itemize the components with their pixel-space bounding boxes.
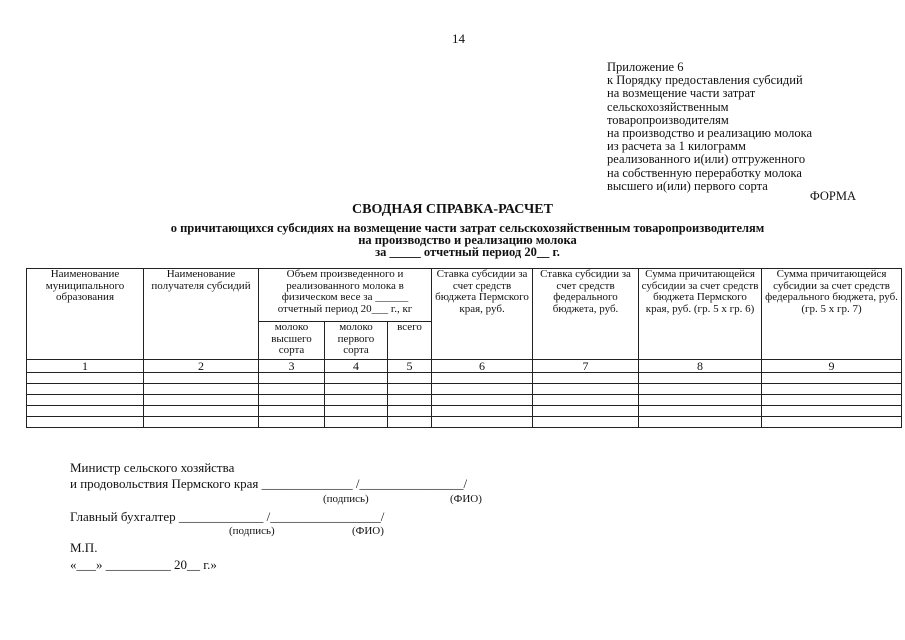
stamp-placeholder: М.П. [70, 540, 98, 555]
column-number: 4 [325, 360, 388, 373]
column-number: 7 [533, 360, 639, 373]
appendix-line: товаропроизводителям [607, 112, 729, 127]
appendix-line: на возмещение части затрат [607, 86, 756, 101]
column-number: 6 [432, 360, 533, 373]
minister-title-line1: Министр сельского хозяйства [70, 460, 235, 475]
table-row [27, 406, 902, 417]
appendix-line: к Порядку предоставления субсидий [607, 73, 803, 88]
appendix-line: на производство и реализацию молока [607, 126, 813, 141]
header-sum-federal: Сумма причитающейся субсидии за счет средств федерального бюджета, руб. (гр. 5 х гр. 7) [762, 269, 902, 360]
table-header-row [27, 269, 902, 322]
header-recipient: Наименование получателя субсидий [144, 269, 259, 360]
calculation-table [26, 268, 902, 428]
page-number: 14 [452, 31, 465, 46]
column-number: 5 [388, 360, 432, 373]
minister-name-caption: (ФИО) [450, 493, 482, 505]
subtitle-line: на производство и реализацию молока [358, 233, 577, 247]
header-sum-regional: Сумма причитающейся субсидии за счет средств бюджета Пермского края, руб. (гр. 5 х гр. 6) [639, 269, 762, 360]
appendix-line: реализованного и(или) отгруженного [607, 152, 806, 167]
minister-signature-caption: (подпись) [323, 493, 369, 505]
table-row [27, 395, 902, 406]
minister-signature-line: и продовольствия Пермского края ______________ /________________/ [70, 476, 468, 491]
column-number: 8 [639, 360, 762, 373]
subheader-first-grade-milk: молоко первого сорта [325, 322, 388, 360]
document-title: СВОДНАЯ СПРАВКА-РАСЧЕТ [352, 202, 553, 217]
column-number-row [27, 360, 902, 373]
accountant-name-caption: (ФИО) [352, 525, 384, 537]
column-number: 3 [259, 360, 325, 373]
date-line: «___» __________ 20__ г.» [70, 557, 217, 572]
column-number: 9 [762, 360, 902, 373]
appendix-line: Приложение 6 [607, 60, 684, 74]
appendix-block [607, 61, 812, 193]
accountant-signature-caption: (подпись) [229, 525, 275, 537]
header-rate-regional: Ставка субсидии за счет средств бюджета Пермского края, руб. [432, 269, 533, 360]
document-subtitle [90, 222, 845, 258]
table-row [27, 417, 902, 428]
appendix-line: сельскохозяйственным [607, 99, 729, 114]
appendix-line: на собственную переработку молока [607, 165, 802, 180]
subtitle-line: о причитающихся субсидиях на возмещение части затрат сельскохозяйственным товаропроизводителям [170, 221, 765, 235]
header-municipality: Наименование муниципального образования [27, 269, 144, 360]
appendix-line: из расчета за 1 килограмм [607, 139, 746, 154]
column-number: 1 [27, 360, 144, 373]
table-row [27, 384, 902, 395]
subtitle-line: за _____ отчетный период 20__ г. [375, 245, 560, 259]
subheader-premium-milk: молоко высшего сорта [259, 322, 325, 360]
header-milk-volume: Объем произведенного и реализованного молока в физическом весе за ______ отчетный период 20___ г., кг [259, 269, 432, 322]
appendix-line: высшего и(или) первого сорта [607, 178, 768, 193]
accountant-signature-line: Главный бухгалтер _____________ /_________________/ [70, 509, 385, 524]
subheader-total: всего [388, 322, 432, 360]
form-label: ФОРМА [809, 189, 856, 203]
table-row [27, 373, 902, 384]
header-rate-federal: Ставка субсидии за счет средств федерального бюджета, руб. [533, 269, 639, 360]
column-number: 2 [144, 360, 259, 373]
